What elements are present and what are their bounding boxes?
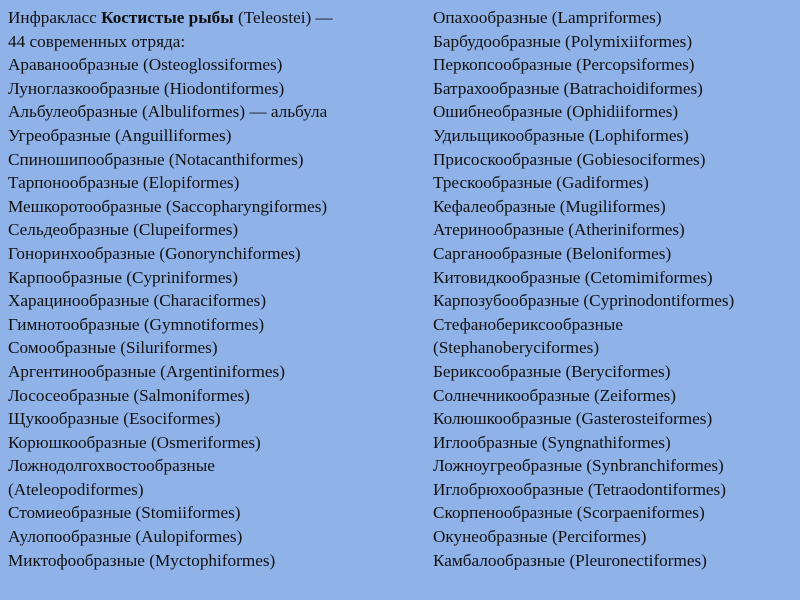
order-item: Корюшкообразные (Osmeriformes) <box>8 432 261 452</box>
heading-prefix: Инфракласс <box>8 8 102 27</box>
order-item: Спиношипообразные (Notacanthiformes) <box>8 149 304 169</box>
left-order-list <box>8 6 418 572</box>
order-item: Кефалеобразные (Mugiliformes) <box>433 196 666 216</box>
order-item: (Stephanoberyciformes) <box>433 338 600 358</box>
order-item: Ошибнеобразные (Ophidiiformes) <box>433 102 679 122</box>
order-item: Иглобрюхообразные (Tetraodontiformes) <box>433 479 726 499</box>
order-item: Тарпонообразные (Elopiformes) <box>8 173 240 193</box>
order-item: Угреобразные (Anguilliformes) <box>8 125 232 145</box>
order-item: Барбудообразные (Polymixiiformes) <box>433 31 693 51</box>
heading-suffix: (Teleostei) — <box>233 8 333 27</box>
order-item: Гоноринхообразные (Gonorynchiformes) <box>8 243 301 263</box>
order-item: Карпообразные (Cypriniformes) <box>8 267 238 287</box>
order-item: Трескообразные (Gadiformes) <box>433 173 649 193</box>
order-item: Колюшкообразные (Gasterosteiformes) <box>433 409 713 429</box>
order-item: Гимнотообразные (Gymnotiformes) <box>8 314 265 334</box>
order-item: Аулопообразные (Aulopiformes) <box>8 527 243 547</box>
order-item: Атеринообразные (Atheriniformes) <box>433 220 685 240</box>
order-item: Опахообразные (Lampriformes) <box>433 8 662 27</box>
order-item: Карпозубообразные (Cyprinodontiformes) <box>433 291 735 311</box>
order-item: Сомообразные (Siluriformes) <box>8 338 218 358</box>
order-item: Стомиеобразные (Stomiiformes) <box>8 503 241 523</box>
order-item: Мешкоротообразные (Saccopharyngiformes) <box>8 196 328 216</box>
heading-bold-title: Костистые рыбы <box>101 8 234 27</box>
order-item: Иглообразные (Syngnathiformes) <box>433 432 671 452</box>
order-item: Камбалообразные (Pleuronectiformes) <box>433 550 707 570</box>
order-item: Альбулеобразные (Albuliformes) — альбула <box>8 102 328 122</box>
order-item: Китовидкообразные (Cetomimiformes) <box>433 267 713 287</box>
heading-line-2: 44 современных отряда: <box>8 31 186 51</box>
order-item: (Ateleopodiformes) <box>8 479 144 499</box>
order-item: Щукообразные (Esociformes) <box>8 409 221 429</box>
order-item: Лососеобразные (Salmoniformes) <box>8 385 250 405</box>
order-item: Стефанобериксообразные <box>433 314 623 334</box>
order-item: Луноглазкообразные (Hiodontiformes) <box>8 78 285 98</box>
order-item: Перкопсообразные (Percopsiformes) <box>433 55 695 75</box>
order-item: Миктофообразные (Myctophiformes) <box>8 550 276 570</box>
right-order-list <box>433 6 795 572</box>
heading-line-1 <box>8 6 418 30</box>
order-item: Аргентинообразные (Argentiniformes) <box>8 361 285 381</box>
order-item: Сельдеобразные (Clupeiformes) <box>8 220 239 240</box>
order-item: Скорпенообразные (Scorpaeniformes) <box>433 503 705 523</box>
order-item: Удильщикообразные (Lophiformes) <box>433 125 689 145</box>
order-item: Окунеобразные (Perciformes) <box>433 527 647 547</box>
order-item: Сарганообразные (Beloniformes) <box>433 243 672 263</box>
order-item: Присоскообразные (Gobiesociformes) <box>433 149 706 169</box>
order-item: Бериксообразные (Beryciformes) <box>433 361 671 381</box>
order-item: Батрахообразные (Batrachoidiformes) <box>433 78 703 98</box>
order-item: Солнечникообразные (Zeiformes) <box>433 385 677 405</box>
order-item: Харацинообразные (Characiformes) <box>8 291 267 311</box>
order-item: Ложноугреобразные (Synbranchiformes) <box>433 456 724 476</box>
order-item: Араванообразные (Osteoglossiformes) <box>8 55 283 75</box>
order-item: Ложнодолгохвостообразные <box>8 456 215 476</box>
